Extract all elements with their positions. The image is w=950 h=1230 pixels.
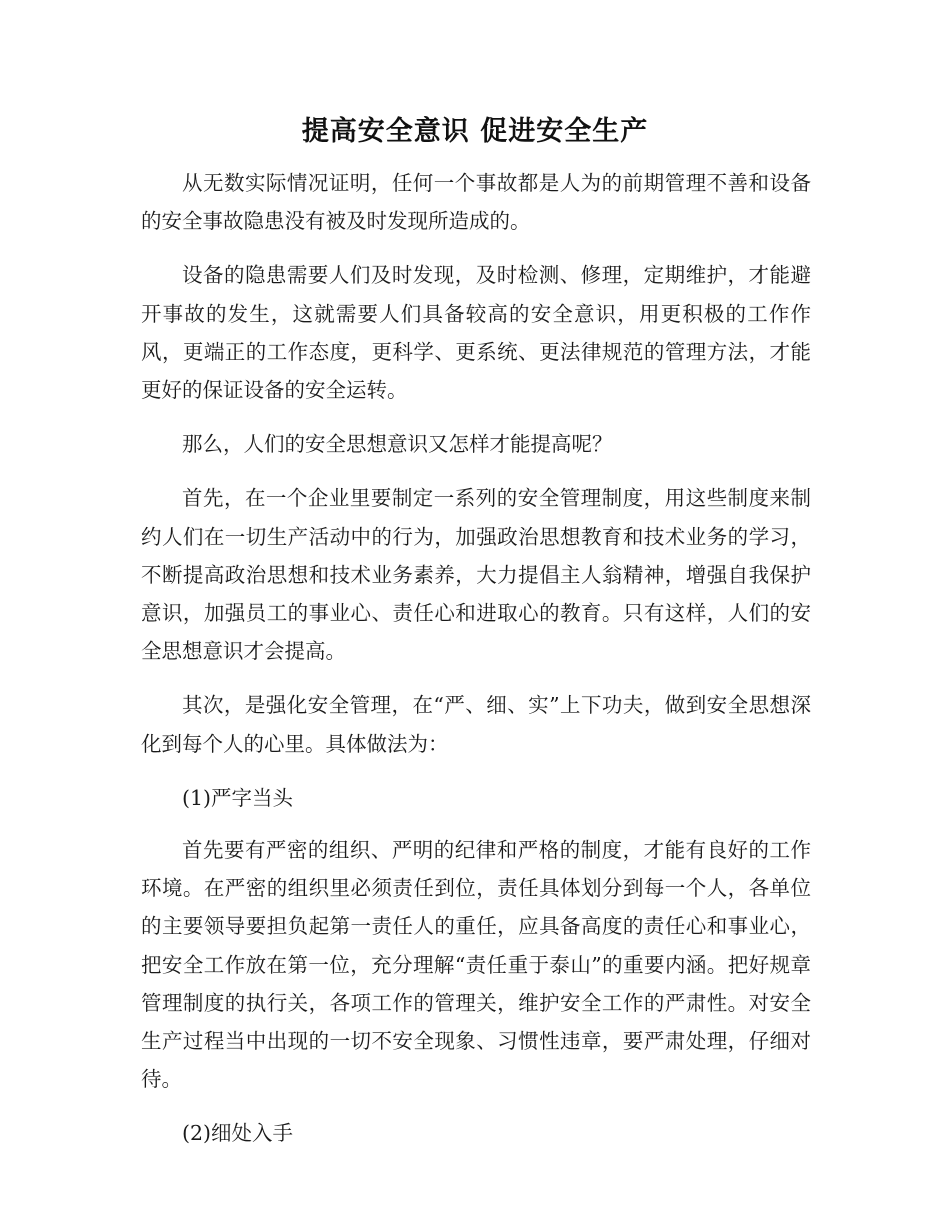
paragraph-question: 那么，人们的安全思想意识又怎样才能提高呢？ — [182, 432, 613, 457]
paragraph-strict: 首先要有严密的组织、严明的纪律和严格的制度，才能有良好的工作环境。在严密的组织里必须责任到位，责任具体划分到每一个人，各单位的主要领导要担负起第一责任人的重任，应具备高度的责任心和事业心，把安全工作放在第一位，充分理解“责任重于泰山”的重要内涵。把好规章管理制度的执行关，各项工作的管理关，维护安全工作的严肃性。对安全生产过程当中出现的一切不安全现象、习惯性违章，要严肃处理，仔细对待。 — [141, 838, 811, 1092]
section-heading-strict: (1)严字当头 — [182, 785, 294, 810]
paragraph-equipment-hazards: 设备的隐患需要人们及时发现，及时检测、修理，定期维护，才能避开事故的发生，这就需要人们具备较高的安全意识，用更积极的工作作风，更端正的工作态度，更科学、更系统、更法律规范的管理方法，才能更好的保证设备的安全运转。 — [141, 263, 811, 403]
paragraph-second: 其次，是强化安全管理，在“严、细、实”上下功夫，做到安全思想深化到每个人的心里。具体做法为： — [141, 693, 811, 756]
paragraph-first: 首先，在一个企业里要制定一系列的安全管理制度，用这些制度来制约人们在一切生产活动中的行为，加强政治思想教育和技术业务的学习，不断提高政治思想和技术业务素养，大力提倡主人翁精神，增强自我保护意识，加强员工的事业心、责任心和进取心的教育。只有这样，人们的安全思想意识才会提高。 — [141, 486, 811, 664]
section-heading-detail: (2)细处入手 — [182, 1121, 294, 1146]
document-body — [141, 164, 811, 1167]
document-title: 提高安全意识 促进安全生产 — [301, 116, 649, 147]
paragraph-intro: 从无数实际情况证明，任何一个事故都是人为的前期管理不善和设备的安全事故隐患没有被及时发现所造成的。 — [141, 171, 811, 234]
